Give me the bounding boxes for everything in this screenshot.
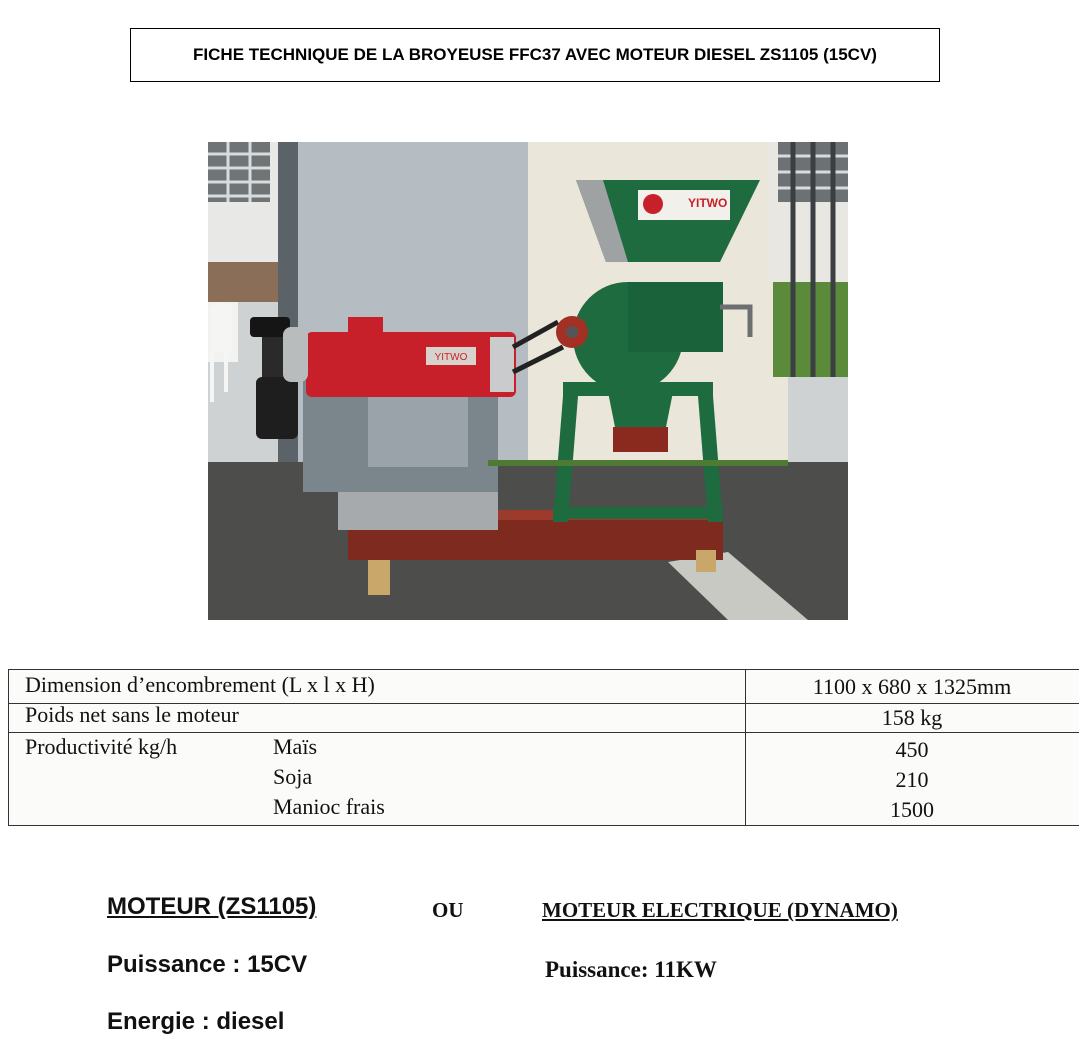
electric-motor-heading: MOTEUR ELECTRIQUE (DYNAMO) (542, 898, 898, 922)
spec-sub-manioc: Manioc frais (273, 794, 385, 819)
machine-photo (208, 142, 848, 620)
or-separator: OU (432, 898, 464, 922)
spec-value-mais: 450 (895, 737, 929, 762)
engine-brand-label: YITWO (434, 352, 468, 363)
spec-value-manioc: 1500 (890, 797, 934, 822)
diesel-power: Puissance : 15CV (107, 951, 308, 978)
diesel-motor-heading: MOTEUR (ZS1105) (107, 893, 317, 920)
spec-value-soja: 210 (895, 767, 929, 792)
mill-brand-label: YITWO (688, 196, 728, 210)
spec-sub-soja: Soja (273, 764, 313, 789)
document-title-text: FICHE TECHNIQUE DE LA BROYEUSE FFC37 AVEC MOTEUR DIESEL ZS1105 (15CV) (193, 45, 877, 64)
document-title (130, 28, 940, 82)
spec-sub-mais: Maïs (273, 734, 317, 759)
spec-table (8, 669, 1079, 826)
spec-value-dimensions: 1100 x 680 x 1325mm (812, 674, 1012, 699)
spec-label-dimensions: Dimension d’encombrement (L x l x H) (25, 672, 375, 697)
diesel-energy: Energie : diesel (107, 1008, 285, 1035)
spec-label-productivity: Productivité kg/h (25, 734, 178, 759)
spec-value-weight: 158 kg (881, 705, 943, 730)
spec-label-weight: Poids net sans le moteur (25, 702, 239, 727)
row-divider (9, 732, 1079, 733)
electric-power: Puissance: 11KW (545, 957, 717, 982)
